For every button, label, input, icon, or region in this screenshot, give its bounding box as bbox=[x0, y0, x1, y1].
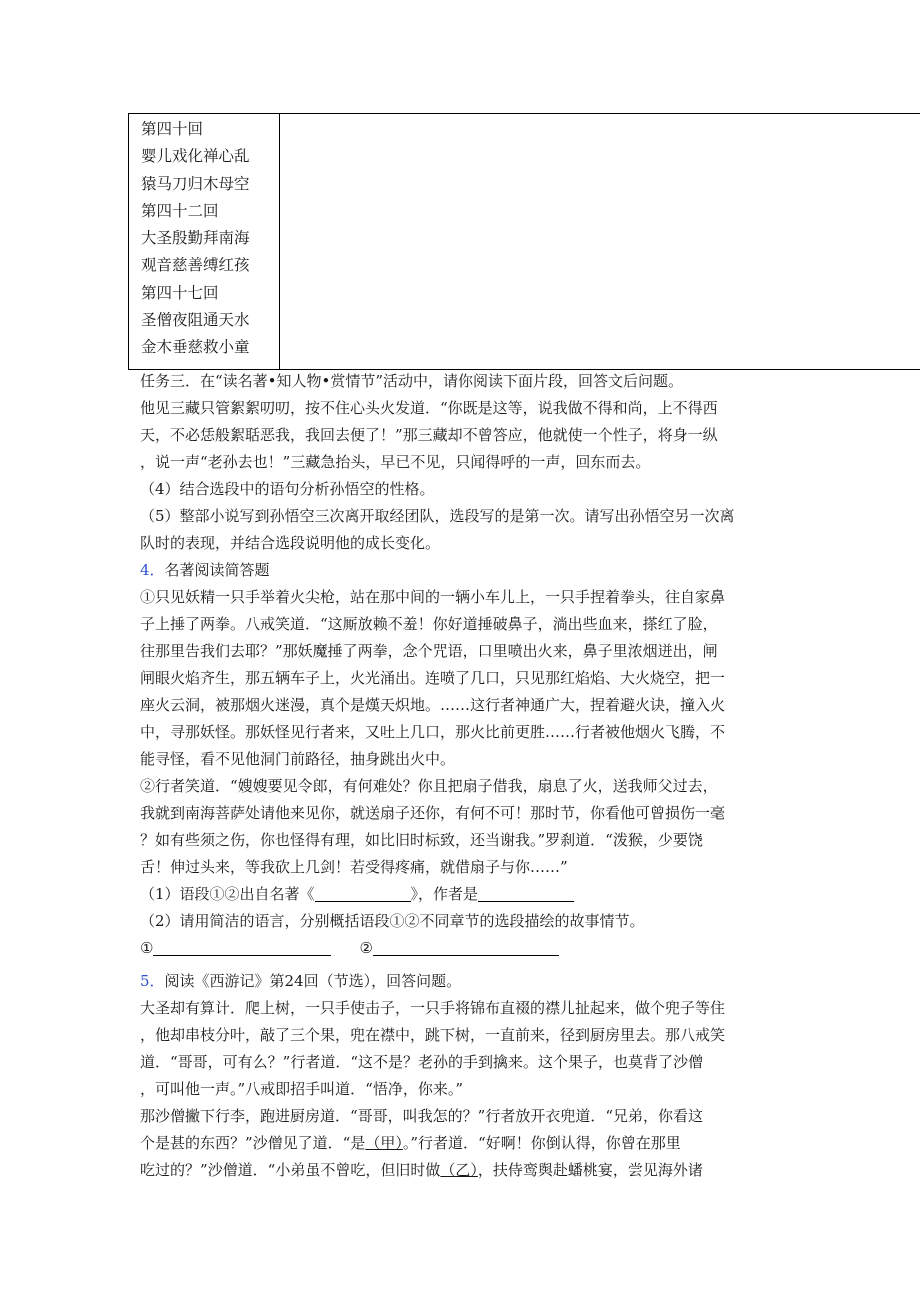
passage-text: ，扶侍鸾舆赴蟠桃宴，尝见海外诸 bbox=[477, 1161, 703, 1179]
sub-question-1 bbox=[140, 881, 790, 908]
chapter-table bbox=[128, 113, 920, 370]
blank-jia[interactable]: （甲） bbox=[365, 1134, 403, 1152]
answer-mark-2: ② bbox=[359, 939, 373, 957]
paragraph-1-line: 能寻怪，看不见他洞门前路径，抽身跳出火中。 bbox=[140, 750, 456, 768]
sub-question-1-author-text: 》，作者是 bbox=[410, 885, 479, 903]
passage-line bbox=[140, 1130, 790, 1157]
paragraph-1-line: 往那里告我们去耶？”那妖魔捶了两拳，念个咒语，口里喷出火来，鼻子里浓烟迸出，闸 bbox=[140, 642, 718, 660]
chapter-row: 婴儿戏化禅心乱 bbox=[141, 147, 250, 166]
answer-blanks-row bbox=[140, 935, 790, 962]
chapter-row: 大圣殷勤拜南海 bbox=[141, 229, 250, 248]
passage-line: 那沙僧撇下行李，跑进厨房道．“哥哥，叫我怎的？”行者放开衣兜道．“兄弟，你看这 bbox=[140, 1107, 704, 1125]
paragraph-1-line: ①只见妖精一只手举着火尖枪，站在那中间的一辆小车儿上，一只手捏着拳头，往自家鼻 bbox=[140, 588, 726, 606]
chapter-row: 金木垂慈救小童 bbox=[141, 338, 250, 357]
passage-line: ，说一声“老孙去也！”三藏急抬头，早已不见，只闻得呼的一声，回东而去。 bbox=[140, 453, 651, 471]
blank-yi[interactable]: （乙） bbox=[440, 1161, 478, 1179]
passage-line: ，他却串枝分叶，敲了三个果，兜在襟中，跳下树，一直前来，径到厨房里去。那八戒笑 bbox=[140, 1026, 726, 1044]
paragraph-1-line: 座火云洞，被那烟火迷漫，真个是熯天炽地。……这行者神通广大，捏着避火诀，撞入火 bbox=[140, 696, 726, 714]
paragraph-1-line: 子上捶了两拳。八戒笑道．“这厮放赖不羞！你好道捶破鼻子，淌出些血来，搽红了脸， bbox=[140, 615, 718, 633]
chapter-list bbox=[141, 116, 277, 362]
book-title-blank[interactable] bbox=[315, 883, 411, 902]
sub-question-2: （2）请用简洁的语言，分别概括语段①②不同章节的选段描绘的故事情节。 bbox=[140, 912, 645, 930]
passage-line: 他见三藏只管絮絮叨叨，按不住心头火发道．“你既是这等，说我做不得和尚，上不得西 bbox=[140, 399, 718, 417]
answer-blank-1[interactable] bbox=[153, 937, 331, 956]
task3-section bbox=[140, 368, 790, 557]
table-column-divider bbox=[279, 114, 280, 369]
chapter-row: 第四十回 bbox=[141, 120, 204, 138]
question-5-line: 队时的表现，并结合选段说明他的成长变化。 bbox=[140, 534, 441, 552]
passage-text: 。”行者道．“好啊！你倒认得，你曾在那里 bbox=[402, 1134, 681, 1152]
question-number: 4． bbox=[140, 561, 165, 579]
chapter-row: 圣僧夜阻通天水 bbox=[141, 311, 250, 330]
paragraph-2-line: 舌！伸过头来，等我砍上几剑！若受得疼痛，就借扇子与你……” bbox=[140, 858, 568, 876]
answer-mark-1: ① bbox=[140, 939, 154, 957]
question-heading bbox=[140, 557, 790, 584]
paragraph-2-line: ？如有些须之伤，你也怪得有理，如比旧时标致，还当谢我。”罗刹道．“泼猴，少要饶 bbox=[140, 831, 703, 849]
passage-line: ，可叫他一声。”八戒即招手叫道．“悟净，你来。” bbox=[140, 1080, 464, 1098]
passage-text: 吃过的？”沙僧道．“小弟虽不曾吃，但旧时做 bbox=[140, 1161, 441, 1179]
question-4-section bbox=[140, 557, 790, 962]
chapter-row: 猿马刀归木母空 bbox=[141, 174, 250, 193]
passage-line: 天，不必恁般絮聒恶我，我回去便了！”那三藏却不曾答应，他就使一个性子，将身一纵 bbox=[140, 426, 718, 444]
question-4: （4）结合选段中的语句分析孙悟空的性格。 bbox=[140, 480, 435, 498]
chapter-row: 第四十七回 bbox=[141, 283, 219, 302]
question-title: 阅读《西游记》第24回（节选），回答问题。 bbox=[164, 972, 462, 990]
question-5-line: （5）整部小说写到孙悟空三次离开取经团队，选段写的是第一次。请写出孙悟空另一次离 bbox=[140, 507, 735, 525]
chapter-row: 第四十二回 bbox=[141, 201, 219, 220]
question-5-section bbox=[140, 968, 790, 1184]
passage-line bbox=[140, 1157, 790, 1184]
passage-text: 个是甚的东西？”沙僧见了道．“是 bbox=[140, 1134, 366, 1152]
sub-question-1-text: （1）语段①②出自名著《 bbox=[140, 885, 315, 903]
author-blank[interactable] bbox=[478, 883, 574, 902]
question-heading bbox=[140, 968, 790, 995]
paragraph-1-line: 闸眼火焰齐生，那五辆车子上，火光涌出。连喷了几口，只见那红焰焰、大火烧空，把一 bbox=[140, 669, 726, 687]
answer-blank-2[interactable] bbox=[373, 937, 559, 956]
paragraph-1-line: 中，寻那妖怪。那妖怪见行者来，又吐上几口，那火比前更胜……行者被他烟火飞腾，不 bbox=[140, 723, 726, 741]
passage-line: 大圣却有算计．爬上树，一只手使击子，一只手将锦布直裰的襟儿扯起来，做个兜子等住 bbox=[140, 999, 726, 1017]
question-title: 名著阅读简答题 bbox=[164, 561, 270, 579]
paragraph-2-line: ②行者笑道．“嫂嫂要见令郎，有何难处？你且把扇子借我，扇息了火，送我师父过去， bbox=[140, 777, 718, 795]
task3-intro: 任务三．在“读名著•知人物•赏情节”活动中，请你阅读下面片段，回答文后问题。 bbox=[140, 372, 684, 390]
question-number: 5． bbox=[140, 972, 165, 990]
paragraph-2-line: 我就到南海菩萨处请他来见你，就送扇子还你，有何不可！那时节，你看他可曾损伤一毫 bbox=[140, 804, 726, 822]
chapter-row: 观音慈善缚红孩 bbox=[141, 256, 250, 275]
passage-line: 道．“哥哥，可有么？”行者道．“这不是？老孙的手到擒来。这个果子，也莫背了沙僧 bbox=[140, 1053, 704, 1071]
